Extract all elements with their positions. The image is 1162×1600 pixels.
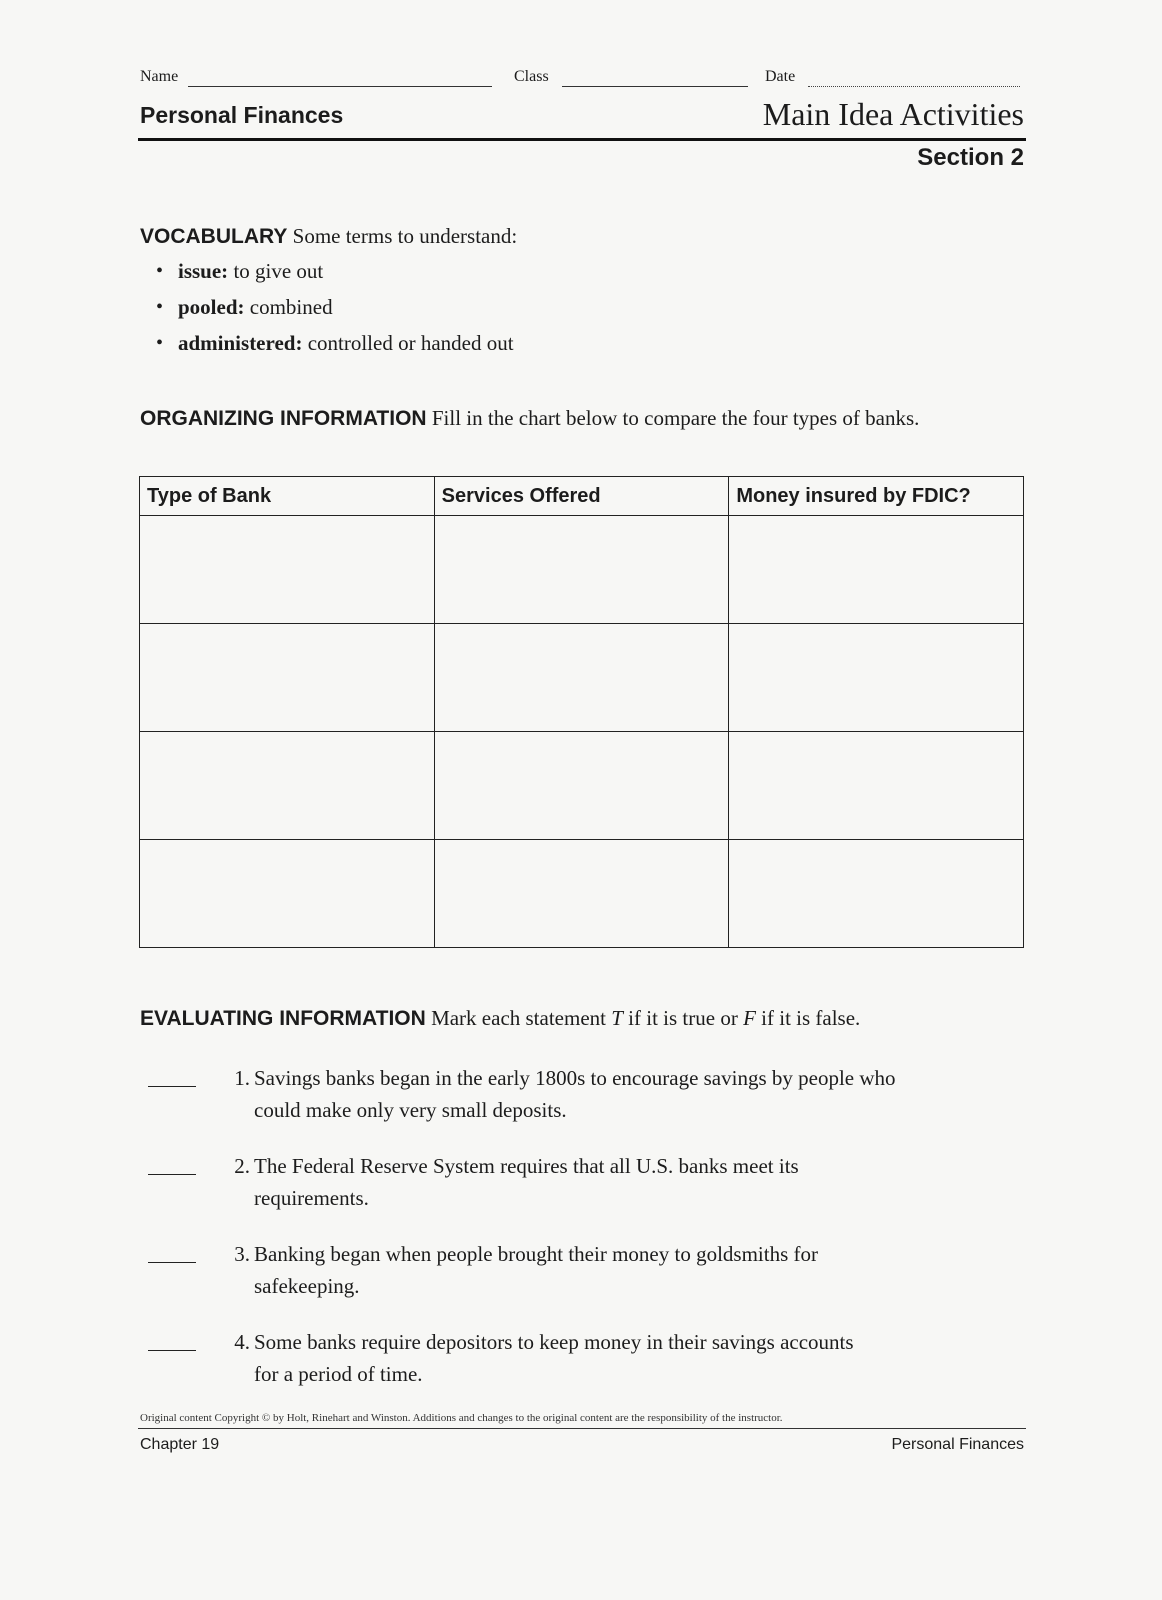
chart-header-row (140, 477, 1024, 516)
statement-line: Banking began when people brought their money to goldsmiths for (254, 1242, 818, 1266)
statement-number: 1. (234, 1066, 250, 1090)
vocabulary-definition: controlled or handed out (307, 331, 514, 355)
chart-row (140, 624, 1024, 732)
vocabulary-heading: VOCABULARY (140, 225, 288, 248)
evaluating-section (140, 1002, 1020, 1035)
statement-line: for a period of time. (254, 1362, 423, 1386)
chart-cell[interactable] (140, 624, 435, 732)
vocabulary-term: administered: (178, 331, 303, 355)
chart-row (140, 732, 1024, 840)
title-divider (138, 138, 1026, 141)
evaluating-instructions-pre: Mark each statement (431, 1006, 606, 1030)
statement-line: The Federal Reserve System requires that all U.S. banks meet its (254, 1154, 799, 1178)
vocabulary-item (156, 289, 1020, 325)
chart-cell[interactable] (729, 732, 1024, 840)
vocabulary-item (156, 325, 1020, 361)
vocabulary-section (140, 220, 1020, 361)
date-label: Date (765, 68, 796, 85)
subject-title: Personal Finances (140, 102, 344, 128)
class-label: Class (514, 68, 549, 85)
statement-line: Some banks require depositors to keep money in their savings accounts (254, 1330, 854, 1354)
vocabulary-term: issue: (178, 259, 229, 283)
name-label: Name (140, 68, 179, 85)
vocabulary-definition: to give out (233, 259, 324, 283)
student-info-row (140, 68, 1024, 92)
chart-cell[interactable] (434, 732, 729, 840)
statement-text (254, 1062, 1014, 1126)
statement-text (254, 1150, 1014, 1214)
statement-line: requirements. (254, 1186, 369, 1210)
statement-number: 3. (234, 1242, 250, 1266)
vocabulary-definition: combined (249, 295, 333, 319)
section-label: Section 2 (917, 144, 1024, 171)
chart-cell[interactable] (729, 516, 1024, 624)
footer-divider (138, 1428, 1026, 1429)
chart-cell[interactable] (729, 840, 1024, 948)
chart-cell[interactable] (729, 624, 1024, 732)
class-field[interactable] (562, 86, 748, 87)
answer-blank[interactable] (148, 1086, 196, 1087)
chart-row (140, 840, 1024, 948)
column-header-type-of-bank: Type of Bank (140, 477, 435, 516)
chart-row (140, 516, 1024, 624)
chart-cell[interactable] (140, 840, 435, 948)
date-field[interactable] (808, 86, 1020, 87)
statement-line: Savings banks began in the early 1800s to encourage savings by people who (254, 1066, 896, 1090)
chart-cell[interactable] (140, 516, 435, 624)
column-header-services-offered: Services Offered (434, 477, 729, 516)
copyright-notice: Original content Copyright © by Holt, Rinehart and Winston. Additions and changes to the original content are the responsibility of the instructor. (140, 1412, 783, 1424)
vocabulary-item (156, 253, 1020, 289)
evaluating-instructions-mid: if it is true or (628, 1006, 738, 1030)
organizing-instructions: Fill in the chart below to compare the four types of banks. (431, 406, 920, 430)
organizing-heading: ORGANIZING INFORMATION (140, 407, 427, 430)
true-letter: T (611, 1006, 623, 1030)
statement-line: safekeeping. (254, 1274, 360, 1298)
chart-cell[interactable] (140, 732, 435, 840)
vocabulary-intro: Some terms to understand: (292, 224, 518, 248)
evaluating-instructions-post: if it is false. (761, 1006, 861, 1030)
footer-book-title: Personal Finances (891, 1436, 1024, 1453)
statement-text (254, 1326, 1014, 1390)
name-field[interactable] (188, 86, 492, 87)
statement-number: 4. (234, 1330, 250, 1354)
answer-blank[interactable] (148, 1262, 196, 1263)
bank-comparison-chart (139, 476, 1024, 948)
answer-blank[interactable] (148, 1174, 196, 1175)
vocabulary-term: pooled: (178, 295, 245, 319)
activity-title: Main Idea Activities (762, 96, 1024, 132)
statement-line: could make only very small deposits. (254, 1098, 567, 1122)
false-letter: F (743, 1006, 756, 1030)
statement-number: 2. (234, 1154, 250, 1178)
evaluating-heading: EVALUATING INFORMATION (140, 1007, 426, 1030)
answer-blank[interactable] (148, 1350, 196, 1351)
footer-chapter: Chapter 19 (140, 1436, 220, 1453)
chart-cell[interactable] (434, 624, 729, 732)
statement-text (254, 1238, 1014, 1302)
chart-cell[interactable] (434, 840, 729, 948)
chart-cell[interactable] (434, 516, 729, 624)
organizing-section (140, 402, 990, 435)
column-header-fdic-insured: Money insured by FDIC? (729, 477, 1024, 516)
vocabulary-list (140, 253, 1020, 361)
